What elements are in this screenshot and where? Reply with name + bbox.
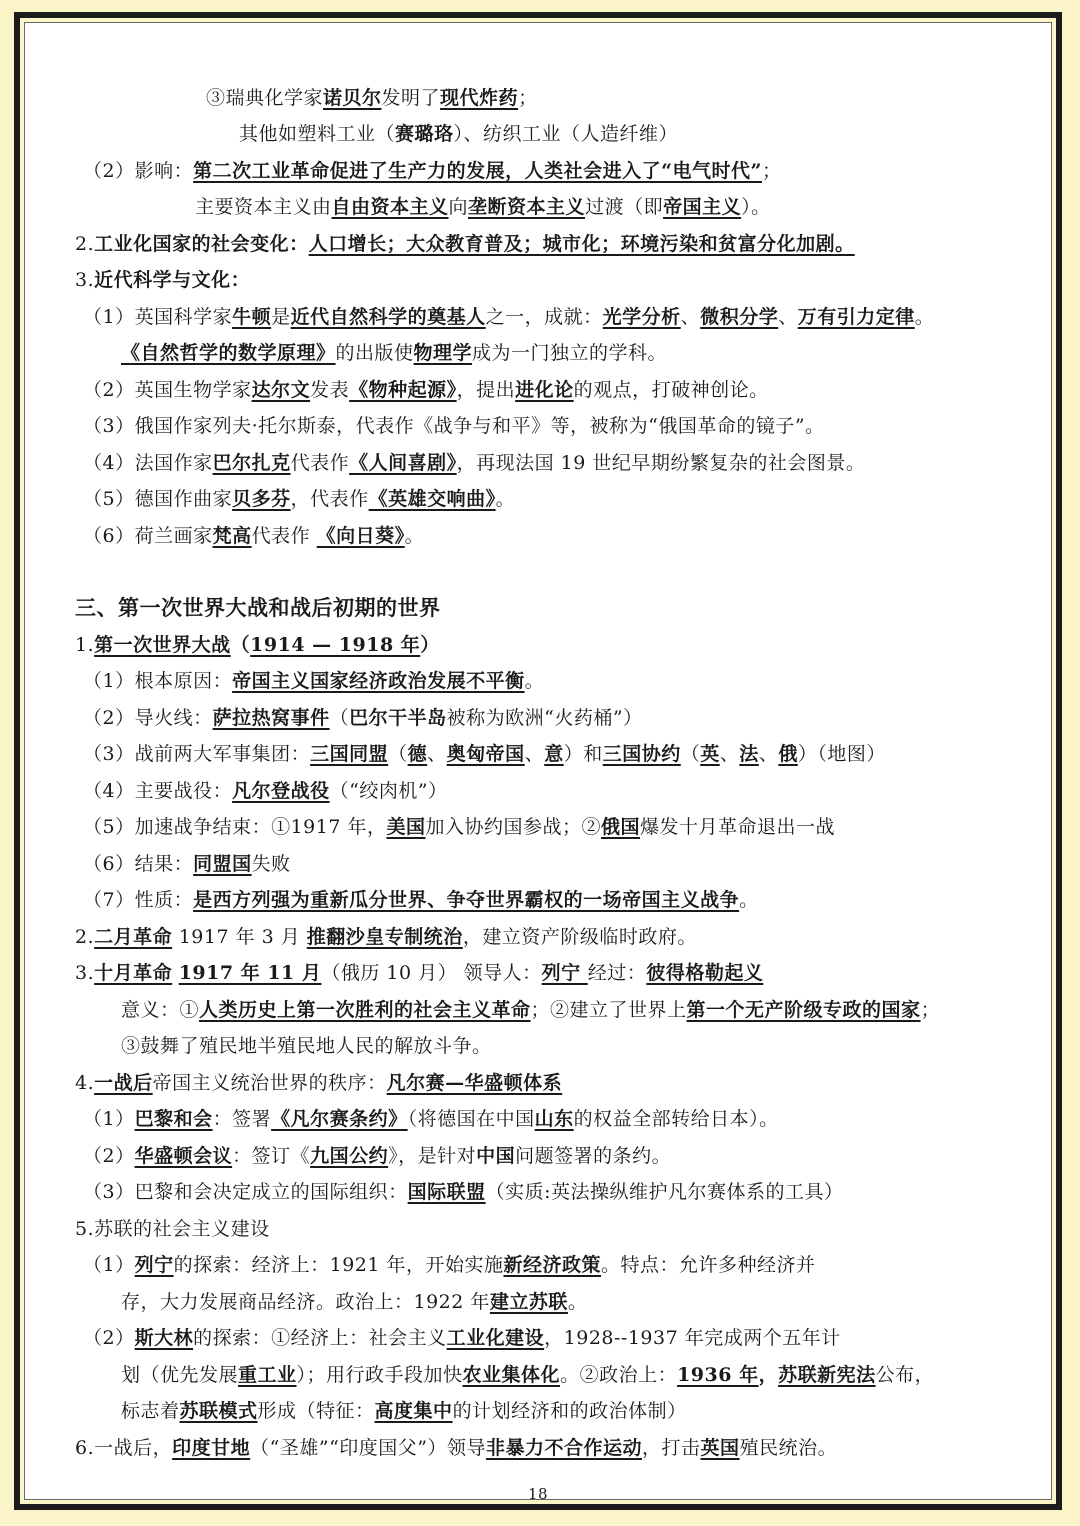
text-line	[83, 814, 835, 840]
text-segment: ，打击	[642, 1437, 701, 1459]
key-term: 人类历史上第一次胜利的社会主义革命	[199, 999, 531, 1021]
key-term: 列宁	[541, 962, 588, 984]
key-term: 高度集中	[374, 1400, 453, 1422]
key-term: 一战后	[94, 1072, 153, 1094]
text-segment: ）、纺织工业（人造纤维）	[453, 123, 679, 145]
key-term: 工业化建设	[446, 1327, 545, 1349]
text-segment: 成为一门独立的学科。	[472, 342, 668, 364]
key-term: 《人间喜剧》	[349, 452, 457, 474]
key-term: 达尔文	[251, 379, 311, 401]
text-segment: （2）影响：	[83, 160, 194, 182]
text-line	[83, 158, 781, 184]
text-segment: ；	[518, 87, 538, 109]
page-number: 18	[527, 1485, 549, 1503]
text-segment: （1）根本原因：	[83, 670, 233, 692]
text-segment: （2）	[83, 1145, 135, 1167]
key-term: 英	[700, 743, 720, 765]
text-segment: 、	[680, 306, 701, 328]
key-term: 巴黎和会	[134, 1108, 213, 1130]
key-term: 巴尔扎克	[212, 452, 291, 474]
text-segment: （“绞肉机”）	[329, 780, 448, 802]
key-term: 垄断资本主义	[468, 196, 586, 218]
key-term: 第二次工业革命促进了生产力的发展，人类社会进入了“电气时代”	[193, 160, 762, 182]
text-line	[83, 486, 515, 512]
text-line	[121, 997, 940, 1023]
text-segment: 。	[495, 488, 516, 510]
key-term: 美国	[386, 816, 426, 838]
text-segment: （4）法国作家	[83, 452, 213, 474]
key-term: 是西方列强为重新瓜分世界、争夺世界霸权的一场帝国主义战争	[193, 889, 740, 911]
text-line	[75, 960, 763, 986]
text-line	[83, 523, 424, 549]
text-line	[83, 705, 643, 731]
text-segment: 、	[758, 743, 779, 765]
key-term: 诺贝尔	[323, 87, 382, 109]
key-term: 九国公约	[310, 1145, 389, 1167]
text-line	[83, 450, 865, 476]
text-segment: （3）战前两大军事集团：	[83, 743, 311, 765]
bold-text: （	[230, 634, 251, 656]
key-term: 萨拉热窝事件	[212, 707, 330, 729]
text-segment: （将德国在中国	[407, 1108, 535, 1130]
key-term: 印度甘地	[172, 1437, 251, 1459]
text-segment: ）；用行政手段加快	[296, 1364, 463, 1386]
key-term: 意	[544, 743, 564, 765]
text-segment: 被称为欧洲“火药桶”）	[446, 707, 643, 729]
text-segment: （5）德国作曲家	[83, 488, 233, 510]
text-segment: 2.	[75, 233, 95, 255]
text-line	[83, 1252, 816, 1278]
text-segment: 6.一战后，	[75, 1437, 173, 1459]
text-segment: 存，大力发展商品经济。政治上：1922 年	[121, 1291, 490, 1313]
key-term: 德	[407, 743, 428, 765]
key-term: 华盛顿会议	[134, 1145, 233, 1167]
text-line	[75, 1435, 837, 1461]
text-line	[75, 595, 441, 621]
text-line	[83, 377, 769, 403]
key-term: 光学分析	[602, 306, 681, 328]
text-segment: （	[388, 743, 408, 765]
text-segment: 失败	[251, 853, 291, 875]
key-term: 人口增长；大众教育普及；城市化；环境污染和贫富分化加剧。	[308, 233, 855, 255]
text-segment: （3）俄国作家列夫·托尔斯泰，代表作《战争与和平》等，被称为“俄国革命的镜子”。	[83, 415, 825, 437]
key-term: 万有引力定律	[797, 306, 915, 328]
text-segment: （3）巴黎和会决定成立的国际组织：	[83, 1181, 408, 1203]
text-line	[83, 741, 886, 767]
text-line	[83, 1325, 841, 1351]
key-term: 斯大林	[134, 1327, 194, 1349]
text-segment: （俄历 10 月） 领导人：	[321, 962, 542, 984]
bold-text: 近代科学与文化：	[94, 269, 251, 291]
key-term: 苏联模式	[179, 1400, 258, 1422]
text-segment: 5.苏联的社会主义建设	[75, 1218, 270, 1240]
text-line	[75, 1070, 562, 1096]
text-segment: 代表作	[251, 525, 317, 547]
text-segment: ）。	[741, 196, 771, 218]
text-segment: （实质:英法操纵维护凡尔赛体系的工具）	[485, 1181, 844, 1203]
text-segment: 是	[271, 306, 291, 328]
key-term: 农业集体化	[462, 1364, 561, 1386]
key-term: 新经济政策	[503, 1254, 602, 1276]
text-line	[121, 1362, 934, 1388]
key-term: 非暴力不合作运动	[486, 1437, 643, 1459]
key-term: 十月革命	[94, 962, 173, 984]
text-segment: 。	[404, 525, 425, 547]
bold-text: ，	[758, 1364, 779, 1386]
text-segment: （	[329, 707, 350, 729]
text-segment: ：签署	[212, 1108, 272, 1130]
key-term: 三国协约	[602, 743, 681, 765]
text-line	[83, 851, 291, 877]
text-segment: （5）加速战争结束：①1917 年，	[83, 816, 387, 838]
text-line	[83, 1143, 671, 1169]
key-term: 近代自然科学的奠基人	[290, 306, 486, 328]
bold-text: 赛璐珞	[395, 123, 454, 145]
text-segment: 帝国主义统治世界的秩序：	[152, 1072, 387, 1094]
text-segment: 、	[427, 743, 447, 765]
key-term: 牛顿	[232, 306, 272, 328]
text-line	[83, 413, 825, 439]
text-segment: 的权益全部转给日本）。	[573, 1108, 779, 1130]
text-segment: 殖民统治。	[739, 1437, 838, 1459]
key-term: 国际联盟	[407, 1181, 486, 1203]
text-segment: ，1928--1937 年完成两个五年计	[544, 1327, 841, 1349]
key-term: 1917 年 11 月	[178, 962, 322, 984]
text-segment: （1）	[83, 1108, 135, 1130]
text-line	[83, 668, 544, 694]
text-segment: ，代表作	[290, 488, 369, 510]
text-segment: 4.	[75, 1072, 95, 1094]
key-term: 《向日葵》	[316, 525, 405, 547]
text-segment: 。特点：允许多种经济并	[601, 1254, 816, 1276]
text-segment: 、	[719, 743, 740, 765]
text-segment: ；	[920, 999, 941, 1021]
text-segment: （2）导火线：	[83, 707, 213, 729]
text-segment: 加入协约国参战；②	[425, 816, 602, 838]
text-segment: 意义：①	[121, 999, 200, 1021]
section-heading: 三、第一次世界大战和战后初期的世界	[75, 595, 441, 620]
text-segment: ）和	[563, 743, 603, 765]
text-segment: 。②政治上：	[560, 1364, 678, 1386]
key-term: 凡尔登战役	[232, 780, 330, 802]
key-term: 现代炸药	[440, 87, 519, 109]
text-segment: （1）	[83, 1254, 135, 1276]
text-segment: 。	[567, 1291, 588, 1313]
key-term: 重工业	[238, 1364, 297, 1386]
text-segment: 发明了	[381, 87, 441, 109]
text-segment: ，再现法国 19 世纪早期纷繁复杂的社会图景。	[456, 452, 866, 474]
key-term: 苏联新宪法	[778, 1364, 876, 1386]
document-body	[25, 23, 1051, 1503]
text-segment: 的探索：①经济上：社会主义	[193, 1327, 447, 1349]
text-line	[83, 1179, 844, 1205]
bold-text: 巴尔干半岛	[349, 707, 447, 729]
text-segment: 形成（特征：	[257, 1400, 375, 1422]
text-segment: 的出版使	[335, 342, 414, 364]
text-segment: 。	[524, 670, 545, 692]
text-segment: 划（优先发展	[121, 1364, 239, 1386]
text-segment: 、	[778, 306, 798, 328]
text-segment: （1）英国科学家	[83, 306, 233, 328]
text-line	[75, 924, 697, 950]
text-segment: 3.	[75, 269, 95, 291]
bold-text: 中国	[476, 1145, 516, 1167]
text-segment: （2）英国生物学家	[83, 379, 252, 401]
key-term: 帝国主义	[663, 196, 742, 218]
text-line	[83, 1106, 779, 1132]
text-segment: 的计划经济和的政治体制）	[452, 1400, 687, 1422]
key-term: 《自然哲学的数学原理》	[121, 342, 336, 364]
key-term: 1936 年	[677, 1364, 759, 1386]
key-term: 帝国主义国家经济政治发展不平衡	[232, 670, 525, 692]
text-line	[75, 231, 855, 257]
key-term: 1914 — 1918 年	[250, 634, 421, 656]
key-term: 自由资本主义	[331, 196, 449, 218]
key-term: 贝多芬	[232, 488, 291, 510]
text-line	[121, 1398, 687, 1424]
key-term: 《物种起源》	[349, 379, 457, 401]
text-segment: 其他如塑料工业（	[239, 123, 396, 145]
text-segment: （	[680, 743, 701, 765]
text-segment: 。	[739, 889, 759, 911]
text-line	[75, 632, 440, 658]
key-term: 第一个无产阶级专政的国家	[686, 999, 921, 1021]
text-line	[206, 85, 538, 111]
text-line	[83, 778, 448, 804]
text-line	[121, 1289, 587, 1315]
text-segment: ）（地图）	[797, 743, 886, 765]
text-segment: 的观点，打破神创论。	[573, 379, 769, 401]
text-segment: （6）结果：	[83, 853, 194, 875]
text-line	[83, 887, 759, 913]
text-segment: 1.	[75, 634, 95, 656]
text-line	[195, 194, 771, 220]
key-term: 物理学	[413, 342, 473, 364]
text-segment: 2.	[75, 926, 95, 948]
text-segment: （2）	[83, 1327, 135, 1349]
text-line	[83, 304, 934, 330]
key-term: 二月革命	[94, 926, 173, 948]
text-segment: 1917 年 3 月	[172, 926, 307, 948]
text-segment: （“圣雄”“印度国父”）领导	[250, 1437, 487, 1459]
key-term: 《凡尔赛条约》	[271, 1108, 408, 1130]
text-segment: ：签订《	[232, 1145, 311, 1167]
page	[24, 22, 1052, 1503]
key-term: 建立苏联	[489, 1291, 568, 1313]
text-segment: 经过：	[587, 962, 647, 984]
text-segment: ③鼓舞了殖民地半殖民地人民的解放斗争。	[121, 1035, 492, 1057]
key-term: 推翻沙皇专制统治	[306, 926, 463, 948]
bold-text: 工业化国家的社会变化：	[94, 233, 309, 255]
text-segment: 代表作	[290, 452, 350, 474]
key-term: 《英雄交响曲》	[368, 488, 496, 510]
text-segment: 之一，成就：	[485, 306, 603, 328]
text-line	[121, 1033, 492, 1059]
key-term: 同盟国	[193, 853, 252, 875]
text-segment: （7）性质：	[83, 889, 194, 911]
text-segment: （6）荷兰画家	[83, 525, 213, 547]
text-segment: ，建立资产阶级临时政府。	[462, 926, 697, 948]
text-segment: （4）主要战役：	[83, 780, 233, 802]
key-term: 英国	[700, 1437, 740, 1459]
key-term: 凡尔赛—华盛顿体系	[386, 1072, 563, 1094]
text-segment: 发表	[310, 379, 350, 401]
key-term: 法	[739, 743, 759, 765]
key-term: 俄国	[601, 816, 641, 838]
key-term: 山东	[534, 1108, 574, 1130]
page-border	[14, 12, 1062, 1510]
text-segment: 。	[914, 306, 935, 328]
text-line	[121, 340, 667, 366]
text-segment: 、	[524, 743, 545, 765]
key-term: 进化论	[515, 379, 574, 401]
text-segment: 公布，	[875, 1364, 935, 1386]
text-segment: ；②建立了世界上	[530, 999, 687, 1021]
text-segment: 3.	[75, 962, 95, 984]
text-line	[75, 267, 250, 293]
key-term: 奥匈帝国	[446, 743, 525, 765]
text-segment: ；	[761, 160, 782, 182]
text-segment: ③瑞典化学家	[206, 87, 324, 109]
bold-text: ）	[420, 634, 440, 656]
text-segment: 的探索：经济上：1921 年，开始实施	[173, 1254, 504, 1276]
text-segment: 向	[448, 196, 469, 218]
text-segment: 》，是针对	[388, 1145, 477, 1167]
text-segment: 过渡（即	[585, 196, 664, 218]
text-segment: 爆发十月革命退出一战	[640, 816, 836, 838]
key-term: 列宁	[134, 1254, 174, 1276]
text-segment: 标志着	[121, 1400, 180, 1422]
key-term: 俄	[778, 743, 798, 765]
key-term: 梵高	[212, 525, 252, 547]
text-segment: 主要资本主义由	[195, 196, 332, 218]
text-line	[75, 1216, 270, 1242]
key-term: 第一次世界大战	[94, 634, 231, 656]
text-segment: ，提出	[456, 379, 516, 401]
key-term: 微积分学	[700, 306, 779, 328]
text-line	[239, 121, 678, 147]
text-segment: 问题签署的条约。	[515, 1145, 672, 1167]
key-term: 三国同盟	[310, 743, 389, 765]
key-term: 彼得格勒起义	[646, 962, 764, 984]
